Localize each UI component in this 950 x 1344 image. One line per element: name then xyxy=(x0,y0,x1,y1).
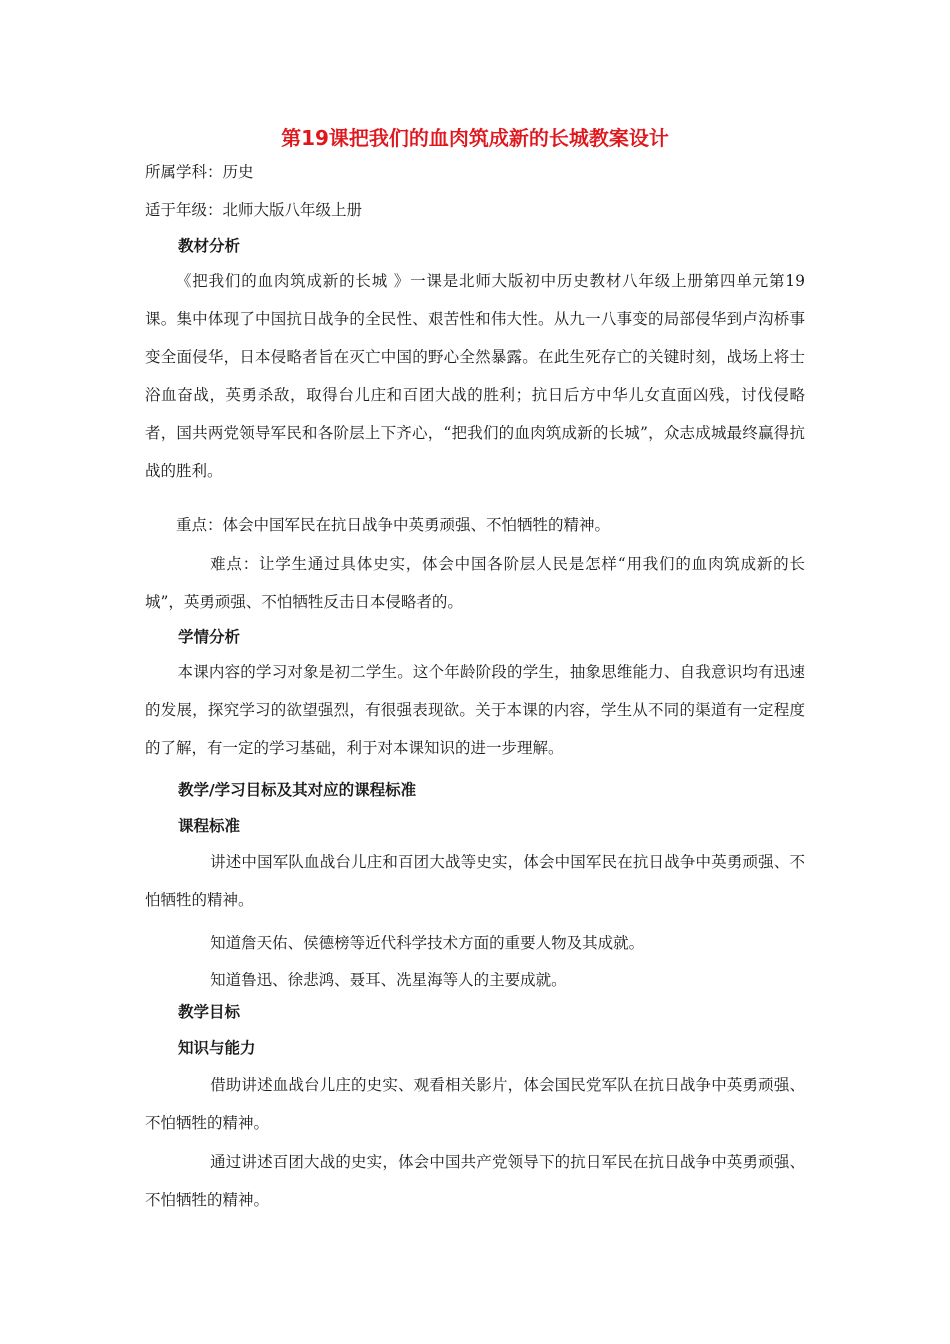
subject-line: 所属学科：历史 xyxy=(145,163,254,181)
paragraph-textbook-analysis: 《把我们的血肉筑成新的长城 》一课是北师大版初中历史教材八年级上册第四单元第19课。集中体现了中国抗日战争的全民性、艰苦性和伟大性。从九一八事变的局部侵华到卢沟桥事变全面侵华，日本侵略者旨在灭亡中国的野心全然暴露。在此生死存亡的关键时刻，战场上将士浴血奋战，英勇杀敌，取得台儿庄和百团大战的胜利；抗日后方中华儿女直面凶残，讨伐侵略者，国共两党领导军民和各阶层上下齐心，“把我们的血肉筑成新的长城”，众志成城最终赢得抗战的胜利。 xyxy=(145,272,805,480)
paragraph-student-analysis: 本课内容的学习对象是初二学生。这个年龄阶段的学生，抽象思维能力、自我意识均有迅速的发展，探究学习的欲望强烈，有很强表现欲。关于本课的内容，学生从不同的渠道有一定程度的了解，有一定的学习基础，利于对本课知识的进一步理解。 xyxy=(145,663,805,757)
heading-student-analysis: 学情分析 xyxy=(178,628,241,646)
paragraph-standard-2: 知道詹天佑、侯德榜等近代科学技术方面的重要人物及其成就。 xyxy=(210,934,645,952)
paragraph-standard-3: 知道鲁迅、徐悲鸿、聂耳、冼星海等人的主要成就。 xyxy=(210,971,567,989)
heading-textbook-analysis: 教材分析 xyxy=(178,237,241,255)
paragraph-knowledge-1: 借助讲述血战台儿庄的史实、观看相关影片，体会国民党军队在抗日战争中英勇顽强、不怕牺牲的精神。 xyxy=(145,1076,805,1132)
paragraph-key-point: 重点：体会中国军民在抗日战争中英勇顽强、不怕牺牲的精神。 xyxy=(176,516,611,534)
document-title: 第19课把我们的血肉筑成新的长城教案设计 xyxy=(281,126,669,150)
heading-objectives-standards: 教学/学习目标及其对应的课程标准 xyxy=(178,781,417,799)
heading-knowledge-ability: 知识与能力 xyxy=(178,1039,256,1057)
grade-line: 适于年级：北师大版八年级上册 xyxy=(145,201,363,219)
heading-teaching-goals: 教学目标 xyxy=(178,1003,241,1021)
paragraph-standard-1: 讲述中国军队血战台儿庄和百团大战等史实，体会中国军民在抗日战争中英勇顽强、不怕牺牲的精神。 xyxy=(145,853,805,909)
heading-curriculum-standard: 课程标准 xyxy=(178,817,241,835)
paragraph-knowledge-2: 通过讲述百团大战的史实，体会中国共产党领导下的抗日军民在抗日战争中英勇顽强、不怕牺牲的精神。 xyxy=(145,1153,805,1209)
paragraph-difficulty: 难点：让学生通过具体史实，体会中国各阶层人民是怎样“用我们的血肉筑成新的长城”，英勇顽强、不怕牺牲反击日本侵略者的。 xyxy=(145,555,805,611)
